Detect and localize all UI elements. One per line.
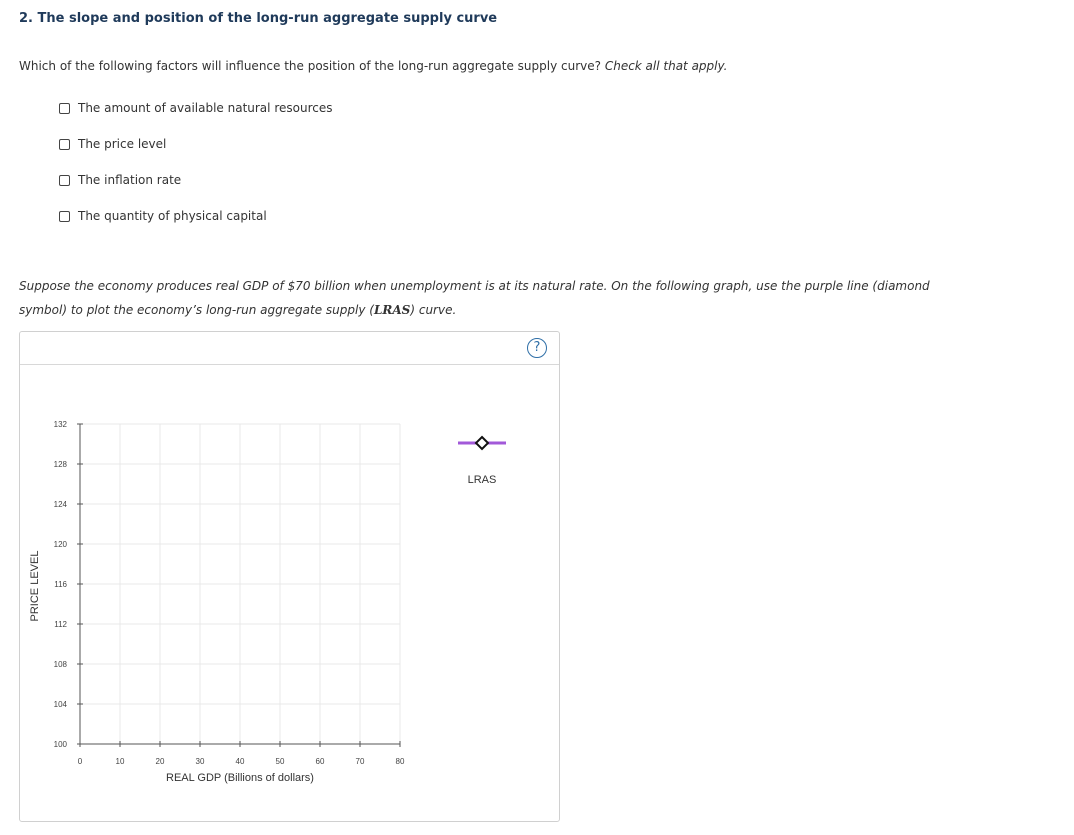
instructions-line2-pre: symbol) to plot the economy’s long-run aggregate supply ( xyxy=(19,303,374,317)
option-label: The price level xyxy=(78,137,167,151)
x-axis-title: REAL GDP (Billions of dollars) xyxy=(166,772,314,784)
x-tick-label: 30 xyxy=(195,757,205,766)
instructions-line1: Suppose the economy produces real GDP of $70 billion when unemployment is at its natural rate. On the following graph, use the purple line (diamond xyxy=(19,279,930,293)
y-axis-title: PRICE LEVEL xyxy=(29,550,41,622)
option-label: The amount of available natural resources xyxy=(78,101,333,115)
instructions-line2-post: ) curve. xyxy=(410,303,457,317)
x-tick-label: 80 xyxy=(395,757,405,766)
diamond-icon[interactable] xyxy=(476,437,488,449)
y-tick-label: 128 xyxy=(53,460,67,469)
x-tick-label: 60 xyxy=(315,757,325,766)
question-title: 2. The slope and position of the long-run aggregate supply curve xyxy=(19,11,498,26)
instructions-acronym: LRAS xyxy=(373,303,411,317)
x-tick-label: 0 xyxy=(77,757,83,766)
y-tick-label: 120 xyxy=(53,540,67,549)
y-tick-label: 124 xyxy=(53,500,67,509)
y-tick-label: 108 xyxy=(53,660,67,669)
x-tick-label: 70 xyxy=(355,757,365,766)
y-tick-label: 116 xyxy=(54,580,67,589)
y-tick-label: 104 xyxy=(53,700,67,709)
x-tick-label: 40 xyxy=(235,757,245,766)
x-tick-label: 50 xyxy=(275,757,285,766)
option-label: The quantity of physical capital xyxy=(78,209,267,223)
help-icon[interactable]: ? xyxy=(527,338,547,358)
x-tick-label: 10 xyxy=(115,757,125,766)
question-prompt-text: Which of the following factors will influence the position of the long-run aggregate supply curve? xyxy=(19,59,601,73)
y-tick-label: 132 xyxy=(53,420,67,429)
lras-legend-label: LRAS xyxy=(467,474,497,486)
question-prompt-hint: Check all that apply. xyxy=(604,59,728,73)
x-tick-label: 20 xyxy=(155,757,165,766)
option-label: The inflation rate xyxy=(78,173,182,187)
y-tick-label: 112 xyxy=(54,620,67,629)
y-tick-label: 100 xyxy=(53,740,67,749)
